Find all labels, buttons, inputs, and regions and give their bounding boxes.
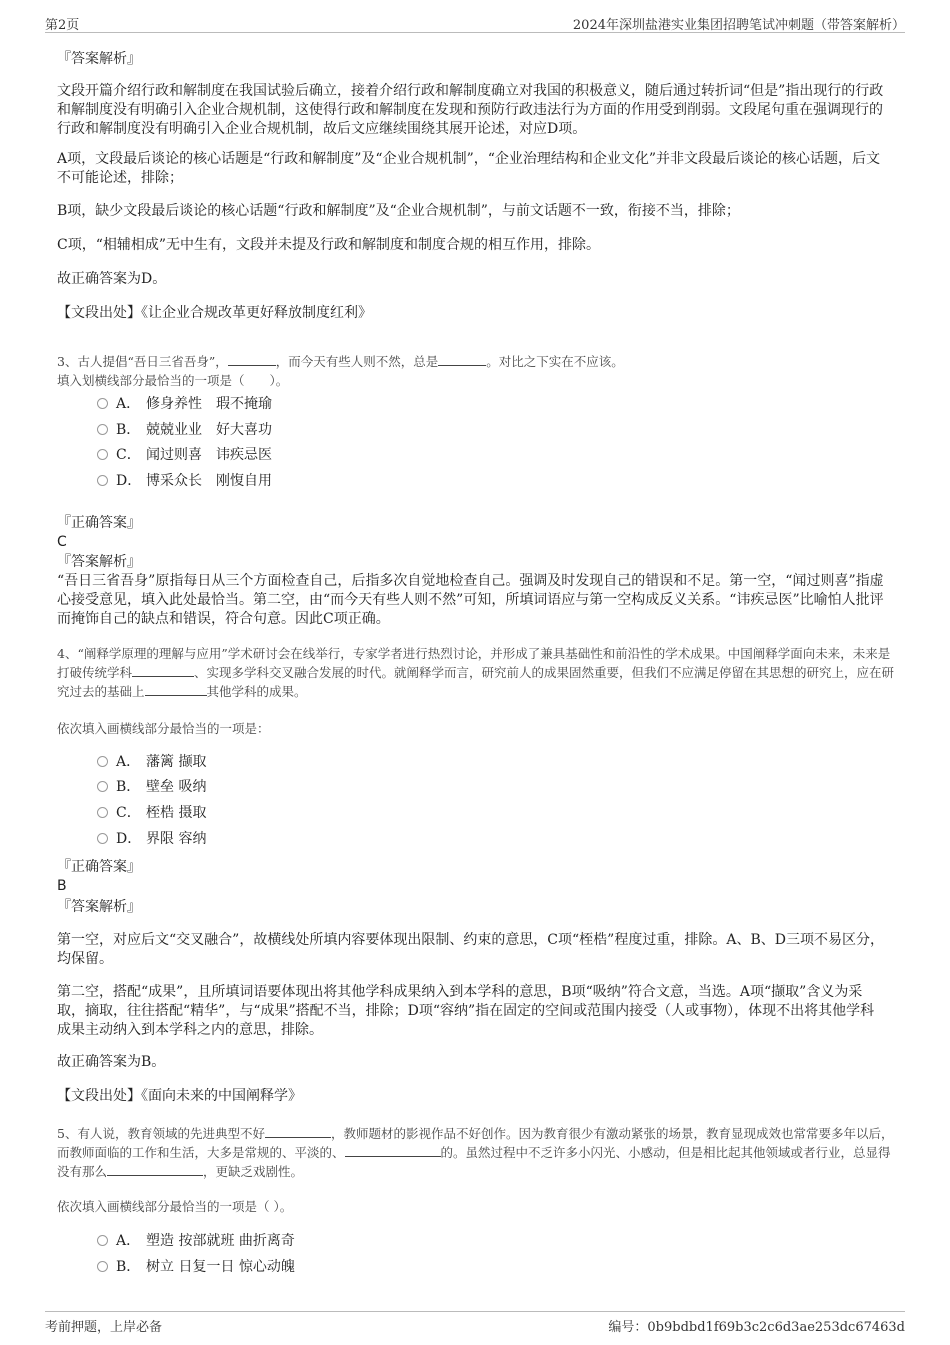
q2-analysis-p1: 文段开篇介绍行政和解制度在我国试验后确立，接着介绍行政和解制度确立对我国的积极意义，随后通过转折词“但是”指出现行的行政和解制度没有明确引入企业合规机制，这使得行政和解制度在发现和预防行政违法行为方面的作用受到削弱。文段尾句重在强调现行的行政和解制度没有明确引入企业合规机制，故后文应继续围绕其展开论述，对应D项。 <box>57 83 884 137</box>
page-number: 第2页 <box>45 18 80 33</box>
radio-icon[interactable] <box>97 756 108 767</box>
q4-option-d[interactable]: D． 界限 容纳 <box>97 829 206 849</box>
q5-blank-3 <box>107 1162 203 1176</box>
radio-icon[interactable] <box>97 807 108 818</box>
q5-blank-2 <box>345 1143 441 1157</box>
footer-slogan: 考前押题，上岸必备 <box>45 1320 163 1335</box>
q4-instruction: 依次填入画横线部分最恰当的一项是： <box>57 721 270 736</box>
q4-blank-1 <box>132 663 194 677</box>
q4-correct-answer: B <box>57 878 67 894</box>
page-footer <box>45 1311 905 1334</box>
radio-icon[interactable] <box>97 1261 108 1272</box>
q3-correct-label: 『正确答案』 <box>57 515 141 531</box>
q4-analysis-p1: 第一空，对应后文“交叉融合”，故横线处所填内容要体现出限制、约束的意思，C项“桎梏”程度过重，排除。A、B、D三项不易区分，均保留。 <box>57 932 884 967</box>
q5-instruction: 依次填入画横线部分最恰当的一项是（ ）。 <box>57 1199 293 1214</box>
q4-stem: 4、“阐释学原理的理解与应用”学术研讨会在线举行，专家学者进行热烈讨论，并形成了兼具基础性和前沿性的学术成果。中国阐释学面向未来，未来是打破传统学科 、实现多学科交叉融合发展的时代。就阐释学而言，研究前人的成果固然重要，但我们不应满足停留在其思想的研究上，应在研究过去的基础上 其他学科的成果。 <box>57 646 895 699</box>
q2-analysis-p5: 故正确答案为D。 <box>57 271 167 287</box>
q2-analysis-p2: A项，文段最后谈论的核心话题是“行政和解制度”及“企业合规机制”，“企业治理结构和企业文化”并非文段最后谈论的核心话题，后文不可能论述，排除； <box>57 151 881 186</box>
q3-option-d[interactable]: D． 博采众长 刚愎自用 <box>97 471 272 491</box>
q2-analysis-p4: C项，“相辅相成”无中生有，文段并未提及行政和解制度和制度合规的相互作用，排除。 <box>57 237 601 253</box>
q2-analysis-p3: B项，缺少文段最后谈论的核心话题“行政和解制度”及“企业合规机制”，与前文话题不一致，衔接不当，排除； <box>57 203 740 219</box>
page-header <box>45 12 905 33</box>
q3-blank-2 <box>438 352 486 366</box>
q3-option-a[interactable]: A． 修身养性 瑕不掩瑜 <box>97 394 272 414</box>
q5-stem: 5、有人说，教育领域的先进典型不好 ，教师题材的影视作品不好创作。因为教育很少有激动紧张的场景，教育显现成效也常常要多年以后，而教师面临的工作和生活，大多是常规的、平淡的、 的。虽然过程中不乏许多小闪光、小感动，但是相比起其他领域或者行业，总显得没有那么 ，更缺乏戏剧性。 <box>57 1126 894 1179</box>
q4-option-b[interactable]: B． 壁垒 吸纳 <box>97 777 206 797</box>
q5-option-a[interactable]: A． 塑造 按部就班 曲折离奇 <box>97 1231 295 1251</box>
radio-icon[interactable] <box>97 449 108 460</box>
document-title: 2024年深圳盐港实业集团招聘笔试冲刺题（带答案解析） <box>572 18 905 33</box>
q2-source: 【文段出处】《让企业合规改革更好释放制度红利》 <box>57 305 372 321</box>
q4-analysis-p3: 故正确答案为B。 <box>57 1054 166 1070</box>
document-code: 编号：0b9bdbd1f69b3c2c6d3ae253dc67463d <box>608 1320 905 1335</box>
radio-icon[interactable] <box>97 398 108 409</box>
q2-analysis-label: 『答案解析』 <box>57 51 141 67</box>
q3-stem: 3、古人提倡“吾日三省吾身”， ，而今天有些人则不然，总是 。对比之下实在不应该。 <box>57 354 624 369</box>
q3-blank-1 <box>228 352 276 366</box>
q5-blank-1 <box>265 1124 331 1138</box>
q4-analysis-label: 『答案解析』 <box>57 899 141 915</box>
radio-icon[interactable] <box>97 781 108 792</box>
radio-icon[interactable] <box>97 424 108 435</box>
q4-blank-2 <box>145 682 207 696</box>
q3-option-b[interactable]: B． 兢兢业业 好大喜功 <box>97 420 272 440</box>
q4-source: 【文段出处】《面向未来的中国阐释学》 <box>57 1088 302 1104</box>
radio-icon[interactable] <box>97 1235 108 1246</box>
radio-icon[interactable] <box>97 833 108 844</box>
radio-icon[interactable] <box>97 475 108 486</box>
q5-option-b[interactable]: B． 树立 日复一日 惊心动魄 <box>97 1257 295 1277</box>
q3-option-c[interactable]: C． 闻过则喜 讳疾忌医 <box>97 445 272 465</box>
q4-option-c[interactable]: C． 桎梏 摄取 <box>97 803 206 823</box>
q3-analysis-label: 『答案解析』 <box>57 554 141 570</box>
q3-instruction: 填入划横线部分最恰当的一项是（ ）。 <box>57 373 289 388</box>
q4-option-a[interactable]: A． 藩篱 撷取 <box>97 752 206 772</box>
q4-analysis-p2: 第二空，搭配“成果”，且所填词语要体现出将其他学科成果纳入到本学科的意思，B项“吸纳”符合文意，当选。A项“撷取”含义为采取，摘取，往往搭配“精华”，与“成果”搭配不当，排除；D项“容纳”指在固定的空间或范围内接受（人或事物），体现不出将其他学科成果主动纳入到本学科之内的意思，排除。 <box>57 984 875 1038</box>
q3-analysis: “吾日三省吾身”原指每日从三个方面检查自己，后指多次自觉地检查自己。强调及时发现自己的错误和不足。第一空，“闻过则喜”指虚心接受意见，填入此处最恰当。第二空，由“而今天有些人则不然”可知，所填词语应与第一空构成反义关系。“讳疾忌医”比喻怕人批评而掩饰自己的缺点和错误，符合句意。因此C项正确。 <box>57 573 884 627</box>
q4-correct-label: 『正确答案』 <box>57 859 141 875</box>
q3-correct-answer: C <box>57 534 67 550</box>
